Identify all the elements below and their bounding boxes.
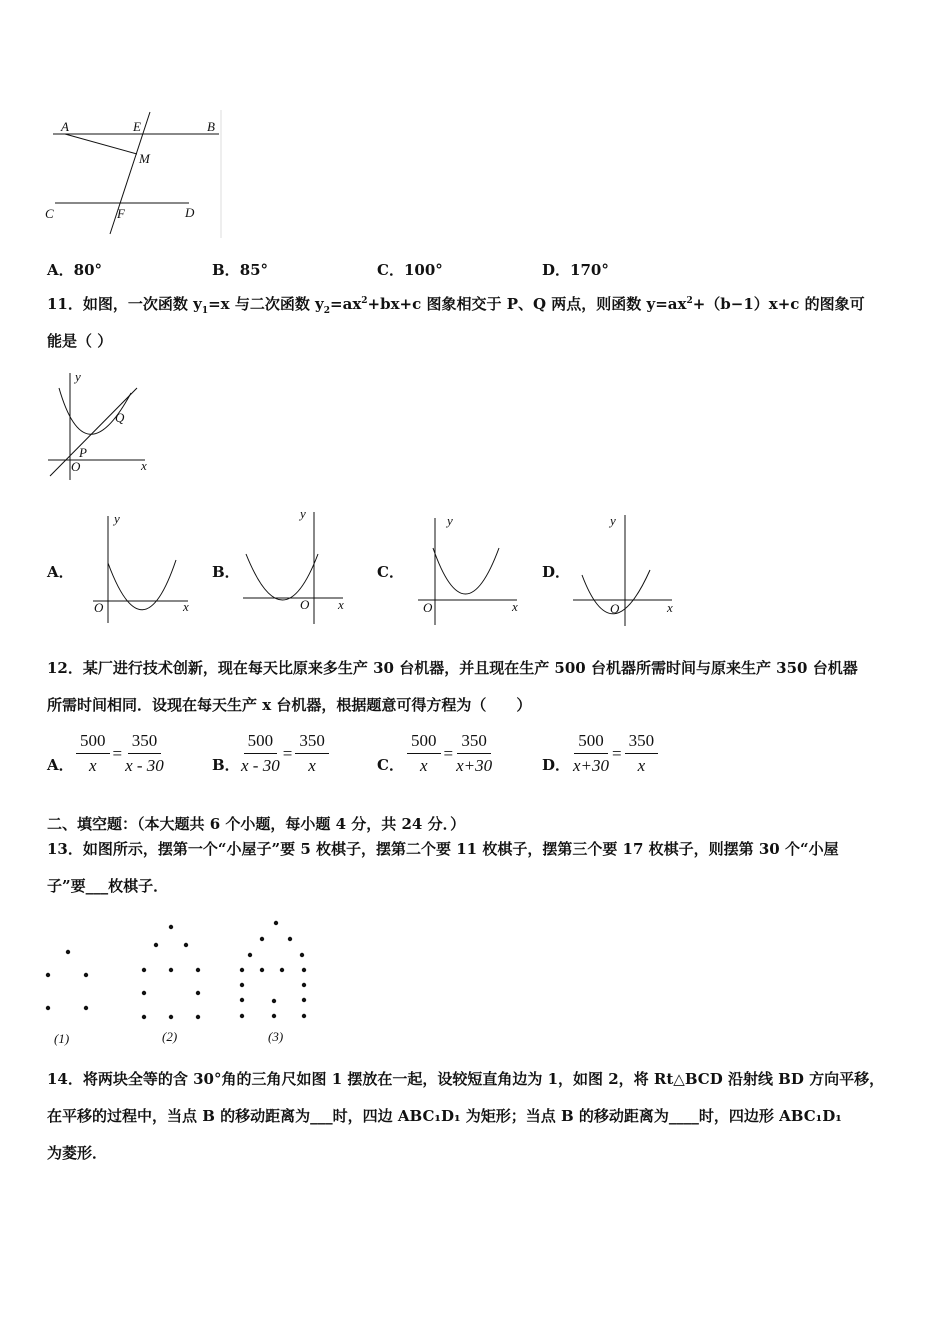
q14-stem-line1: 14．将两块全等的含 30°角的三角尺如图 1 摆放在一起，设较短直角边为 1，如图 2，将 Rt△BCD 沿射线 BD 方向平移， bbox=[47, 1070, 885, 1088]
q14-stem-line3: 为菱形． bbox=[47, 1144, 108, 1162]
svg-text:O: O bbox=[300, 597, 310, 612]
chess-piece-dot bbox=[196, 1015, 200, 1019]
chess-piece-dot bbox=[169, 968, 173, 972]
graph-option-b bbox=[238, 506, 353, 626]
q11-option-c[interactable]: C． bbox=[377, 563, 404, 581]
svg-text:O: O bbox=[71, 459, 81, 474]
q12-option-c-letter[interactable]: C． bbox=[377, 756, 404, 774]
chess-piece-dot bbox=[248, 953, 252, 957]
svg-text:O: O bbox=[94, 600, 104, 615]
chess-piece-dot bbox=[142, 1015, 146, 1019]
chess-piece-dot bbox=[302, 1014, 306, 1018]
svg-text:(3): (3) bbox=[268, 1029, 284, 1044]
q10-option-a[interactable]: A．80° bbox=[47, 261, 103, 279]
chess-piece-dot bbox=[240, 998, 244, 1002]
chess-piece-dot bbox=[154, 943, 158, 947]
svg-text:C: C bbox=[45, 206, 54, 221]
q10-option-b[interactable]: B．85° bbox=[212, 261, 269, 279]
svg-text:x: x bbox=[141, 458, 147, 473]
q11-stem-line2: 能是（ ） bbox=[47, 332, 113, 350]
chess-piece-dot bbox=[46, 973, 50, 977]
svg-text:x: x bbox=[512, 599, 518, 614]
svg-text:y: y bbox=[114, 511, 120, 526]
chess-piece-dot bbox=[280, 968, 284, 972]
q11-figure bbox=[45, 368, 155, 483]
q11-option-d[interactable]: D． bbox=[542, 563, 571, 581]
parallel-lines-figure bbox=[45, 110, 225, 240]
q11-option-a[interactable]: A． bbox=[47, 563, 74, 581]
svg-text:(1): (1) bbox=[54, 1031, 70, 1046]
q12-option-d[interactable]: $\frac{500}{x+30}$ = $\frac{350}{x}$ bbox=[573, 731, 658, 776]
chess-piece-dot bbox=[274, 921, 278, 925]
graph-option-d bbox=[570, 510, 680, 630]
svg-text:F: F bbox=[117, 206, 125, 221]
svg-text:A: A bbox=[61, 119, 69, 134]
svg-text:x: x bbox=[667, 600, 673, 615]
chess-houses-figure bbox=[40, 915, 330, 1050]
q10-option-d[interactable]: D．170° bbox=[542, 261, 609, 279]
chess-piece-dot bbox=[142, 991, 146, 995]
svg-text:y: y bbox=[447, 513, 453, 528]
q12-option-d-letter[interactable]: D． bbox=[542, 756, 571, 774]
svg-text:B: B bbox=[207, 119, 215, 134]
chess-piece-dot bbox=[169, 1015, 173, 1019]
chess-piece-dot bbox=[240, 1014, 244, 1018]
q12-stem-line2: 所需时间相同．设现在每天生产 x 台机器，根据题意可得方程为（ ） bbox=[47, 696, 532, 714]
svg-text:x: x bbox=[338, 597, 344, 612]
chess-piece-dot bbox=[240, 983, 244, 987]
svg-text:P: P bbox=[79, 445, 87, 460]
graph-option-c bbox=[415, 510, 525, 630]
q12-option-b-letter[interactable]: B． bbox=[212, 756, 240, 774]
chess-piece-dot bbox=[84, 973, 88, 977]
q10-option-c[interactable]: C．100° bbox=[377, 261, 443, 279]
svg-text:O: O bbox=[610, 601, 620, 616]
chess-piece-dot bbox=[302, 968, 306, 972]
svg-text:Q: Q bbox=[115, 410, 125, 425]
chess-piece-dot bbox=[240, 968, 244, 972]
chess-piece-dot bbox=[260, 968, 264, 972]
q12-option-a[interactable]: $\frac{500}{x}$ = $\frac{350}{x - 30}$ bbox=[76, 731, 164, 776]
chess-piece-dot bbox=[169, 925, 173, 929]
svg-text:y: y bbox=[300, 506, 306, 521]
chess-piece-dot bbox=[46, 1006, 50, 1010]
chess-piece-dot bbox=[142, 968, 146, 972]
q13-stem-line2: 子”要___枚棋子． bbox=[47, 877, 169, 895]
chess-piece-dot bbox=[184, 943, 188, 947]
chess-piece-dot bbox=[66, 950, 70, 954]
svg-text:D: D bbox=[185, 205, 195, 220]
svg-text:E: E bbox=[133, 119, 141, 134]
chess-piece-dot bbox=[84, 1006, 88, 1010]
graph-option-a bbox=[88, 508, 198, 628]
svg-text:y: y bbox=[75, 369, 81, 384]
q12-stem-line1: 12．某厂进行技术创新，现在每天比原来多生产 30 台机器，并且现在生产 500 台机器所需时间与原来生产 350 台机器 bbox=[47, 659, 858, 677]
chess-piece-dot bbox=[260, 937, 264, 941]
chess-piece-dot bbox=[300, 953, 304, 957]
svg-text:O: O bbox=[423, 600, 433, 615]
chess-piece-dot bbox=[196, 968, 200, 972]
svg-text:(2): (2) bbox=[162, 1029, 178, 1044]
svg-text:M: M bbox=[139, 151, 150, 166]
svg-text:y: y bbox=[610, 513, 616, 528]
q12-option-c[interactable]: $\frac{500}{x}$ = $\frac{350}{x+30}$ bbox=[407, 731, 492, 776]
chess-piece-dot bbox=[302, 998, 306, 1002]
q12-option-a-letter[interactable]: A． bbox=[47, 756, 74, 774]
q13-stem-line1: 13．如图所示，摆第一个“小屋子”要 5 枚棋子，摆第二个要 11 枚棋子，摆第三个要 17 枚棋子，则摆第 30 个“小屋 bbox=[47, 840, 839, 858]
chess-piece-dot bbox=[272, 999, 276, 1003]
chess-piece-dot bbox=[272, 1014, 276, 1018]
svg-text:x: x bbox=[183, 599, 189, 614]
q11-option-b[interactable]: B． bbox=[212, 563, 240, 581]
chess-piece-dot bbox=[196, 991, 200, 995]
q11-stem-line1: 11．如图，一次函数 $y_1=x$ 与二次函数 $y_2=ax^2+bx+c$ 图象相交于 P、Q 两点，则函数 $y=ax^2+(b-1)x+c$ 的图象可 bbox=[47, 295, 865, 316]
q12-option-b[interactable]: $\frac{500}{x - 30}$ = $\frac{350}{x}$ bbox=[241, 731, 329, 776]
chess-piece-dot bbox=[288, 937, 292, 941]
q14-stem-line2: 在平移的过程中，当点 B 的移动距离为___时，四边 ABC₁D₁ 为矩形；当点 B 的移动距离为____时，四边形 ABC₁D₁ bbox=[47, 1107, 842, 1125]
chess-piece-dot bbox=[302, 983, 306, 987]
section-title: 二、填空题：（本大题共 6 个小题，每小题 4 分，共 24 分．） bbox=[47, 815, 466, 833]
